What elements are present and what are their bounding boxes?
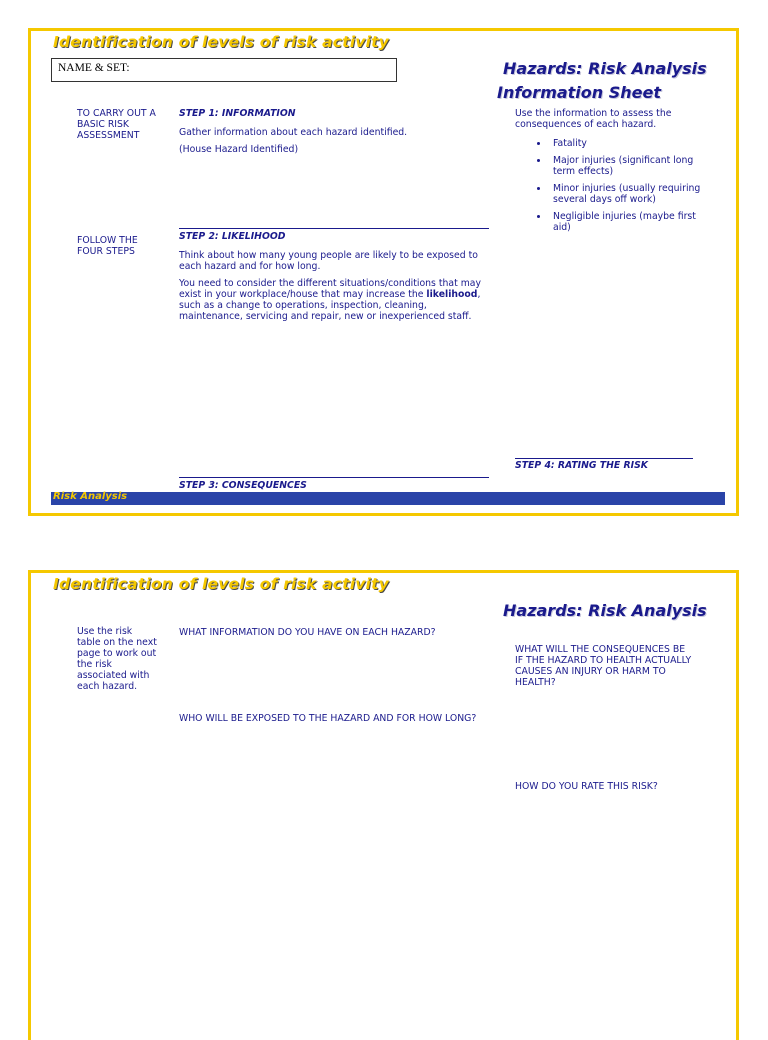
step2-text-1: Think about how many young people are likely to be exposed to each hazard and for how long. (179, 250, 478, 272)
step1-text (179, 127, 489, 161)
left-note-risk-table: Use the risk table on the next page to work out the risk associated with each hazard. (77, 626, 157, 692)
step2-text (179, 250, 489, 328)
likelihood-bold: likelihood (426, 289, 478, 300)
step2-text-2-before: You need to consider the different situations/conditions that may exist in your workplace/house that may increase the (179, 278, 481, 300)
header-title: Identification of levels of risk activity (53, 575, 389, 593)
consequences-list (535, 138, 709, 239)
step1-heading: STEP 1: INFORMATION (179, 108, 296, 119)
step4-divider (515, 458, 693, 459)
step3-divider (179, 477, 489, 478)
question-information: WHAT INFORMATION DO YOU HAVE ON EACH HAZARD? (179, 627, 436, 638)
consequence-item: • Fatality (549, 138, 709, 149)
name-and-set-field[interactable]: NAME & SET: (51, 58, 397, 82)
consequence-item: • Negligible injuries (maybe first aid) (549, 211, 709, 233)
consequences-intro: Use the information to assess the consequences of each hazard. (515, 108, 672, 130)
footer-label: Risk Analysis (53, 491, 128, 502)
question-consequences: WHAT WILL THE CONSEQUENCES BE IF THE HAZARD TO HEALTH ACTUALLY CAUSES AN INJURY OR HARM TO HEALTH? (515, 644, 692, 688)
step2-text-2-after: , such as a change to operations, inspection, cleaning, maintenance, servicing and repair, new or inexperienced staff. (179, 289, 481, 322)
main-title: Hazards: Risk Analysis (503, 59, 707, 78)
footer-bar (51, 492, 725, 505)
step2-heading: STEP 2: LIKELIHOOD (179, 231, 286, 242)
step4-heading: STEP 4: RATING THE RISK (515, 460, 649, 471)
header-title: Identification of levels of risk activity (53, 33, 389, 51)
step2-text-2 (179, 278, 489, 322)
step1-text-line-2: (House Hazard Identified) (179, 144, 299, 155)
consequence-item: • Minor injuries (usually requiring several days off work) (549, 183, 709, 205)
step3-heading: STEP 3: CONSEQUENCES (179, 480, 307, 491)
step1-text-line-1: Gather information about each hazard identified. (179, 127, 408, 138)
worksheet-page (28, 570, 739, 1040)
left-note-four-steps: FOLLOW THE FOUR STEPS (77, 235, 138, 257)
question-exposure: WHO WILL BE EXPOSED TO THE HAZARD AND FOR HOW LONG? (179, 713, 477, 724)
information-sheet-page (28, 28, 739, 516)
main-title: Hazards: Risk Analysis (503, 601, 707, 620)
consequence-item: • Major injuries (significant long term effects) (549, 155, 709, 177)
step2-divider (179, 228, 489, 229)
sub-title: Information Sheet (497, 83, 662, 102)
left-note-basic-assessment: TO CARRY OUT A BASIC RISK ASSESSMENT (77, 108, 156, 141)
question-rating: HOW DO YOU RATE THIS RISK? (515, 781, 658, 792)
